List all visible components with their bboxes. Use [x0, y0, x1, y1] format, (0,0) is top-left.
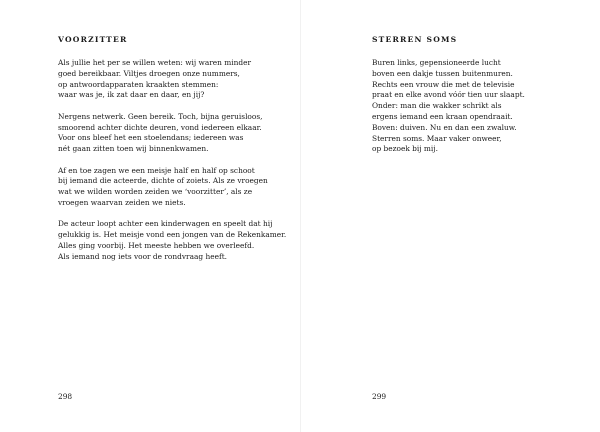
poem-line: waar was je, ik zat daar en daar, en jij?: [58, 90, 205, 100]
page-number-right: 299: [372, 392, 387, 401]
right-page: [300, 0, 600, 432]
poem-line: Sterren soms. Maar vaker onweer,: [372, 133, 502, 143]
poem-title-sterren-soms: STERREN SOMS: [372, 35, 458, 44]
poem-title-voorzitter: VOORZITTER: [58, 35, 128, 44]
poem-line: op antwoordapparaten kraakten stemmen:: [58, 79, 219, 89]
poem-line: bij iemand die acteerde, dichte of zoiets. Als ze vroegen: [58, 176, 268, 186]
poem-line: Onder: man die wakker schrikt als: [372, 101, 502, 111]
poem-line: Alles ging voorbij. Het meeste hebben we overleefd.: [58, 240, 255, 250]
poem-line: ergens iemand een kraan opendraait.: [372, 111, 513, 121]
page-number-left: 298: [58, 392, 73, 401]
poem-line: Nergens netwerk. Geen bereik. Toch, bijna geruisloos,: [58, 111, 263, 121]
poem-body-voorzitter: [58, 58, 286, 273]
poem-body-sterren-soms: [372, 58, 525, 166]
poem-line: Als jullie het per se willen weten: wij waren minder: [58, 58, 252, 67]
stanza: [58, 219, 286, 262]
poem-line: Als iemand nog iets voor de rondvraag heeft.: [58, 251, 228, 261]
poem-line: smoorend achter dichte deuren, vond iedereen elkaar.: [58, 122, 262, 132]
poem-line: gelukkig is. Het meisje vond een jongen van de Rekenkamer.: [58, 230, 287, 240]
poem-line: Rechts een vrouw die met de televisie: [372, 79, 515, 89]
stanza: [372, 58, 525, 155]
poem-line: praat en elke avond vóór tien uur slaapt.: [372, 90, 525, 100]
stanza: [58, 166, 286, 209]
poem-line: op bezoek bij mij.: [372, 144, 438, 154]
poem-line: Boven: duiven. Nu en dan een zwaluw.: [372, 122, 517, 132]
poem-line: wat we wilden worden zeiden we ‘voorzitter’, als ze: [58, 187, 253, 197]
poem-line: goed bereikbaar. Viltjes droegen onze nummers,: [58, 68, 240, 78]
stanza: [58, 112, 286, 155]
poem-line: Voor ons bleef het een stoelendans; iedereen was: [58, 133, 244, 143]
poem-line: Af en toe zagen we een meisje half en half op schoot: [58, 165, 255, 175]
poem-line: Buren links, gepensioneerde lucht: [372, 58, 501, 67]
stanza: [58, 58, 286, 101]
poem-line: De acteur loopt achter een kinderwagen en speelt dat hij: [58, 219, 273, 229]
poem-line: vroegen waarvan zeiden we niets.: [58, 197, 186, 207]
poem-line: boven een dakje tussen buitenmuren.: [372, 68, 513, 78]
poem-line: nét gaan zitten toen wij binnenkwamen.: [58, 144, 209, 154]
